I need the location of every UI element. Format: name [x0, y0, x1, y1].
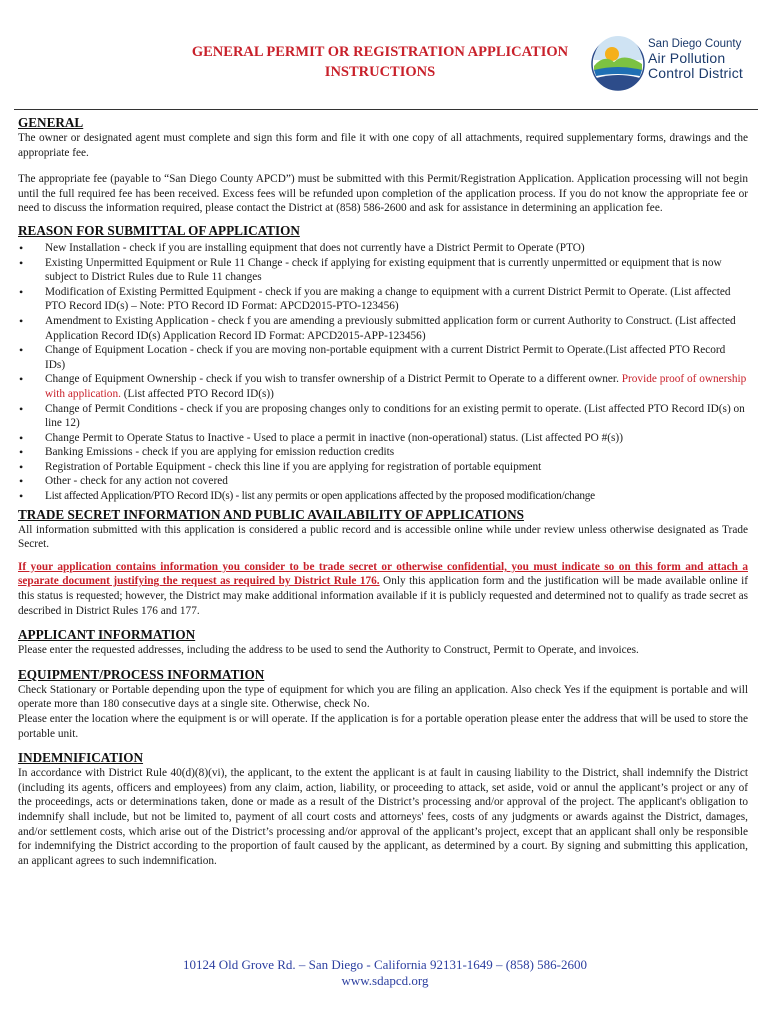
equipment-heading: EQUIPMENT/PROCESS INFORMATION	[18, 666, 265, 682]
trade-secret-paragraph-1: All information submitted with this application is considered a public record and is accessible online while under review unless otherwise designated as Trade Secret.	[18, 523, 748, 551]
indemnification-heading: INDEMNIFICATION	[18, 750, 144, 766]
general-paragraph-1: The owner or designated agent must complete and sign this form and file it with one copy of all attachments, required supplementary forms, drawings and the appropriate fee.	[18, 132, 748, 159]
trade-secret-heading: TRADE SECRET INFORMATION AND PUBLIC AVAILABILITY OF APPLICATIONS	[18, 506, 524, 522]
ownership-proof-note: Provide proof of ownership with application.	[45, 373, 747, 400]
page-title	[160, 42, 600, 82]
logo-line-1: San Diego County	[648, 38, 742, 50]
list-item: • Other - check for any action not covered	[18, 474, 748, 489]
list-item: • New Installation - check if you are installing equipment that does not currently have a District Permit to Operate (PTO)	[18, 241, 748, 256]
trade-secret-tail: Only this application form and the justification will be made available online if this status is requested; however, the District may make additional information available if it is publicly requested and determined not to qualify as trade secret as described in District Rules 176 and 177.	[18, 575, 748, 617]
trade-secret-warning: If your application contains information you consider to be trade secret or otherwise confidential, you must indicate so on this form and attach a separate document justifying the request as required by District Rule 176.	[18, 560, 748, 588]
footer-address: 10124 Old Grove Rd. – San Diego - California 92131-1649 – (858) 586-2600	[182, 957, 588, 972]
logo-line-3: Control District	[648, 65, 743, 81]
general-heading: GENERAL	[18, 115, 84, 130]
footer-website-link[interactable]: www.sdapcd.org	[341, 973, 429, 988]
list-item: • Modification of Existing Permitted Equipment - check if you are making a change to equipment with a current District Permit to Operate. (List affected PTO Record ID(s) – Note: PTO Record ID Format: APCD2015-PTO-123456)	[18, 285, 748, 314]
apcd-logo	[590, 36, 760, 92]
equipment-paragraph-1: Check Stationary or Portable depending upon the type of equipment for which you are filing an application. Also check Yes if the equipment is portable and will operate more than 180 consecutive days at a single site. Otherwise, check No.	[18, 683, 748, 711]
reason-list	[18, 241, 748, 504]
list-item: • Change Permit to Operate Status to Inactive - Used to place a permit in inactive (non-operational) status. (List affected PO #(s))	[18, 431, 748, 446]
ownership-tail: (List affected PTO Record ID(s))	[120, 387, 274, 400]
logo-line-2: Air Pollution	[648, 50, 726, 66]
indemnification-paragraph: In accordance with District Rule 40(d)(8)(vi), the applicant, to the extent the applicant is at fault in causing liability to the District, shall indemnify the District (including its agents, officers and employees) from any claim, action, liability, or proceeding to attack, set aside, void or annul the applicant’s project or any of the proceedings, acts or determinations taken, done or made as a result of the District’s processing and/or approval of the project. The applicant's obligation to indemnify shall include, but not be limited to, payment of all court costs and attorneys' fees, costs of any judgments or awards against the District, damages, and/or settlement costs, which arise out of the District’s processing and/or approval of the applicant’s project, except that an applicant shall only be responsible for indemnifying the District according to the proportion of fault caused by the applicant, as determined by a court. By signing and submitting this application, an applicant agrees to such indemnification.	[18, 767, 748, 867]
reason-heading: REASON FOR SUBMITTAL OF APPLICATION	[18, 222, 300, 238]
applicant-paragraph: Please enter the requested addresses, including the address to be used to send the Authority to Construct, Permit to Operate, and invoices.	[18, 644, 639, 657]
general-paragraph-2: The appropriate fee (payable to “San Diego County APCD”) must be submitted with this Permit/Registration Application. Application processing will not begin until the full required fee has been received. Excess fees will be refunded upon completion of the application process. If you do not know the appropriate fee or need to discuss the information required, please contact the District at (858) 586-2600 and ask for assistance in determining an application fee.	[18, 173, 748, 215]
title-line-2: INSTRUCTIONS	[324, 64, 436, 80]
logo-wordmark	[648, 38, 743, 81]
apcd-emblem-icon	[590, 36, 646, 92]
trade-secret-paragraph-2	[18, 560, 748, 618]
list-item: • List affected Application/PTO Record ID(s) - list any permits or open applications affected by the proposed modification/change	[18, 489, 748, 504]
list-item: • Banking Emissions - check if you are applying for emission reduction credits	[18, 445, 748, 460]
ownership-text: Change of Equipment Ownership - check if you wish to transfer ownership of a District Permit to Operate to a different owner.	[45, 373, 622, 386]
list-item: • Change of Permit Conditions - check if you are proposing changes only to conditions for an existing permit to operate. (List affected PTO Record ID(s) on line 12)	[18, 402, 748, 431]
applicant-heading: APPLICANT INFORMATION	[18, 627, 196, 643]
list-item: • Change of Equipment Location - check if you are moving non-portable equipment with a current District Permit to Operate.(List affected PTO Record IDs)	[18, 343, 748, 372]
title-line-1: GENERAL PERMIT OR REGISTRATION APPLICATION	[191, 44, 569, 60]
instructions-body	[18, 115, 748, 868]
equipment-paragraph-2: Please enter the location where the equipment is or will operate. If the application is for a portable operation please enter the address that will be used to store the portable unit.	[18, 713, 748, 740]
list-item: • Existing Unpermitted Equipment or Rule 11 Change - check if applying for existing equipment that is currently unpermitted or equipment that is now subject to District Rules due to Rule 11 changes	[18, 256, 748, 285]
page-footer	[0, 957, 770, 989]
list-item: • Amendment to Existing Application - check f you are amending a previously submitted application form or current Authority to Construct. (List affected Application Record ID(s) Application Record ID Format: APCD2015-APP-123456)	[18, 314, 748, 343]
list-item-ownership	[18, 372, 748, 401]
header-divider	[14, 109, 758, 110]
list-item: • Registration of Portable Equipment - check this line if you are applying for registration of portable equipment	[18, 460, 748, 475]
